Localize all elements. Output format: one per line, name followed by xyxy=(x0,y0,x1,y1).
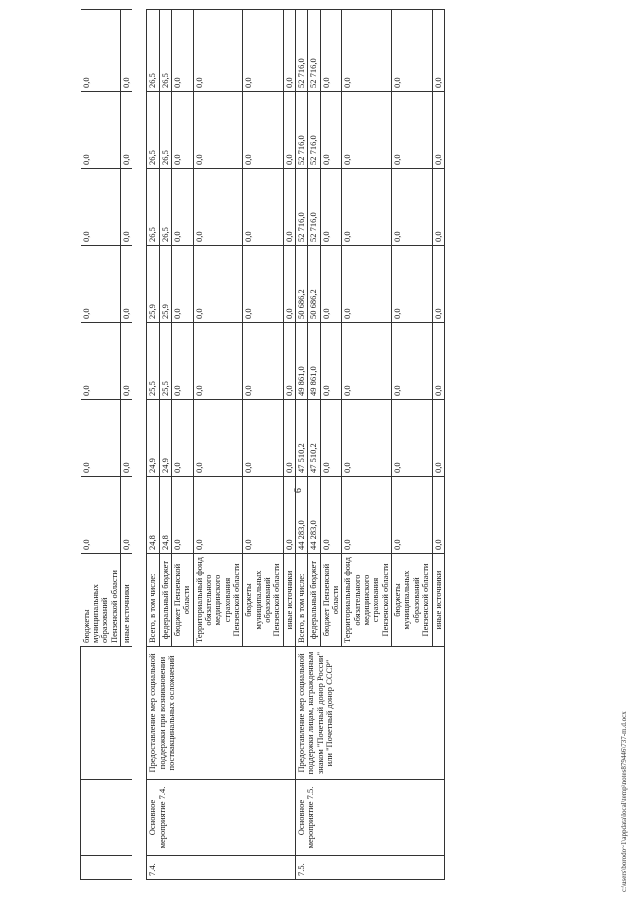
value-cell: 0,0 xyxy=(171,169,193,246)
value-cell: 26,5 xyxy=(147,10,159,92)
value-cell: 0,0 xyxy=(342,323,392,400)
value-cell: 0,0 xyxy=(342,92,392,169)
value-cell: 0,0 xyxy=(342,10,392,92)
value-cell: 0,0 xyxy=(193,246,243,323)
value-cell: 0,0 xyxy=(283,246,295,323)
value-cell: 0,0 xyxy=(193,400,243,477)
value-cell: 0,0 xyxy=(432,400,444,477)
empty-cell xyxy=(81,780,133,856)
value-cell: 0,0 xyxy=(392,323,432,400)
budget-table xyxy=(80,9,445,880)
source-cell: Территориальный фонд обязательного медицинского страхования Пензенской области xyxy=(342,554,392,647)
value-cell: 0,0 xyxy=(120,400,132,477)
measure-number: 7.4. xyxy=(147,856,296,880)
value-cell: 24,9 xyxy=(159,400,171,477)
value-cell: 0,0 xyxy=(342,477,392,554)
value-cell: 47 510,2 xyxy=(308,400,320,477)
value-cell: 0,0 xyxy=(171,246,193,323)
empty-cell xyxy=(81,647,133,780)
page-number: 9 xyxy=(291,488,302,493)
source-cell: иные источники xyxy=(283,554,295,647)
value-cell: 0,0 xyxy=(193,169,243,246)
value-cell: 25,5 xyxy=(147,323,159,400)
value-cell: 0,0 xyxy=(392,477,432,554)
value-cell: 0,0 xyxy=(81,246,121,323)
value-cell: 0,0 xyxy=(243,169,283,246)
value-cell: 52 716,0 xyxy=(296,10,308,92)
value-cell: 26,5 xyxy=(159,169,171,246)
value-cell: 0,0 xyxy=(120,169,132,246)
value-cell: 52 716,0 xyxy=(308,10,320,92)
value-cell: 0,0 xyxy=(171,10,193,92)
value-cell: 0,0 xyxy=(81,400,121,477)
value-cell: 49 861,0 xyxy=(308,323,320,400)
value-cell: 0,0 xyxy=(243,92,283,169)
value-cell: 26,5 xyxy=(159,10,171,92)
source-cell: федеральный бюджет xyxy=(159,554,171,647)
value-cell: 24,9 xyxy=(147,400,159,477)
value-cell: 0,0 xyxy=(193,92,243,169)
value-cell: 24,8 xyxy=(159,477,171,554)
source-cell: федеральный бюджет xyxy=(308,554,320,647)
value-cell: 0,0 xyxy=(320,10,342,92)
value-cell: 0,0 xyxy=(243,400,283,477)
value-cell: 0,0 xyxy=(342,169,392,246)
value-cell: 0,0 xyxy=(243,323,283,400)
value-cell: 0,0 xyxy=(193,323,243,400)
value-cell: 0,0 xyxy=(320,477,342,554)
value-cell: 0,0 xyxy=(243,10,283,92)
value-cell: 0,0 xyxy=(283,400,295,477)
measure-number: 7.5. xyxy=(296,856,445,880)
table-row xyxy=(296,10,308,880)
empty-cell xyxy=(81,856,133,880)
value-cell: 0,0 xyxy=(392,400,432,477)
measure-name: Предоставление мер социальной поддержки лицам, награжденным знаком "Почетный донор России" или "Почетный донор СССР" xyxy=(296,647,445,780)
value-cell: 0,0 xyxy=(320,246,342,323)
footer-file-path: c:\users\borodo~1\appdata\local\temp\notes879446\737-m.d.ocx xyxy=(620,711,628,892)
source-cell: Территориальный фонд обязательного медицинского страхования Пензенской области xyxy=(193,554,243,647)
value-cell: 0,0 xyxy=(171,92,193,169)
value-cell: 0,0 xyxy=(320,169,342,246)
value-cell: 25,5 xyxy=(159,323,171,400)
value-cell: 0,0 xyxy=(283,10,295,92)
value-cell: 0,0 xyxy=(81,323,121,400)
source-cell: бюджет Пензенской области xyxy=(320,554,342,647)
table-body xyxy=(81,10,445,880)
value-cell: 0,0 xyxy=(81,92,121,169)
value-cell: 26,5 xyxy=(147,169,159,246)
source-cell: бюджеты муниципальных образований Пензенской области xyxy=(392,554,432,647)
value-cell: 0,0 xyxy=(432,169,444,246)
measure-type: Основное мероприятие 7.5. xyxy=(296,780,445,856)
value-cell: 0,0 xyxy=(120,477,132,554)
value-cell: 0,0 xyxy=(283,477,295,554)
value-cell: 0,0 xyxy=(432,10,444,92)
value-cell: 0,0 xyxy=(243,246,283,323)
table-row xyxy=(132,10,147,880)
value-cell: 26,5 xyxy=(159,92,171,169)
value-cell: 0,0 xyxy=(342,400,392,477)
value-cell: 0,0 xyxy=(432,246,444,323)
source-cell: бюджет Пензенской области xyxy=(171,554,193,647)
value-cell: 49 861,0 xyxy=(296,323,308,400)
value-cell: 0,0 xyxy=(171,477,193,554)
value-cell: 0,0 xyxy=(320,400,342,477)
value-cell: 0,0 xyxy=(283,323,295,400)
source-cell: бюджеты муниципальных образований Пензенской области xyxy=(243,554,283,647)
measure-name: Предоставление мер социальной поддержки при возникновении поствакцинальных осложнений xyxy=(147,647,296,780)
value-cell: 0,0 xyxy=(193,10,243,92)
value-cell: 50 686,2 xyxy=(296,246,308,323)
source-cell: иные источники xyxy=(432,554,444,647)
value-cell: 0,0 xyxy=(120,323,132,400)
spacer-cell xyxy=(132,10,147,880)
value-cell: 25,9 xyxy=(159,246,171,323)
source-cell: бюджеты муниципальных образований Пензенской области xyxy=(81,554,121,647)
value-cell: 0,0 xyxy=(120,92,132,169)
value-cell: 0,0 xyxy=(120,246,132,323)
value-cell: 0,0 xyxy=(392,92,432,169)
value-cell: 0,0 xyxy=(81,477,121,554)
value-cell: 0,0 xyxy=(432,323,444,400)
value-cell: 24,8 xyxy=(147,477,159,554)
value-cell: 0,0 xyxy=(171,400,193,477)
value-cell: 52 716,0 xyxy=(308,169,320,246)
value-cell: 0,0 xyxy=(120,10,132,92)
value-cell: 25,9 xyxy=(147,246,159,323)
value-cell: 0,0 xyxy=(392,169,432,246)
value-cell: 47 510,2 xyxy=(296,400,308,477)
value-cell: 44 283,0 xyxy=(308,477,320,554)
value-cell: 0,0 xyxy=(243,477,283,554)
value-cell: 52 716,0 xyxy=(296,92,308,169)
value-cell: 0,0 xyxy=(193,477,243,554)
value-cell: 52 716,0 xyxy=(308,92,320,169)
value-cell: 0,0 xyxy=(320,92,342,169)
value-cell: 0,0 xyxy=(392,246,432,323)
source-cell: иные источники xyxy=(120,554,132,647)
measure-type: Основное мероприятие 7.4. xyxy=(147,780,296,856)
rotated-table-page xyxy=(80,10,620,880)
value-cell: 52 716,0 xyxy=(296,169,308,246)
source-cell: Всего, в том числе: xyxy=(296,554,308,647)
table-row xyxy=(81,10,121,880)
table-row xyxy=(147,10,159,880)
value-cell: 0,0 xyxy=(81,169,121,246)
value-cell: 0,0 xyxy=(81,10,121,92)
value-cell: 0,0 xyxy=(171,323,193,400)
value-cell: 50 686,2 xyxy=(308,246,320,323)
value-cell: 0,0 xyxy=(320,323,342,400)
value-cell: 0,0 xyxy=(283,169,295,246)
source-cell: Всего, в том числе: xyxy=(147,554,159,647)
value-cell: 44 283,0 xyxy=(296,477,308,554)
value-cell: 0,0 xyxy=(432,92,444,169)
value-cell: 26,5 xyxy=(147,92,159,169)
value-cell: 0,0 xyxy=(342,246,392,323)
value-cell: 0,0 xyxy=(392,10,432,92)
value-cell: 0,0 xyxy=(432,477,444,554)
value-cell: 0,0 xyxy=(283,92,295,169)
